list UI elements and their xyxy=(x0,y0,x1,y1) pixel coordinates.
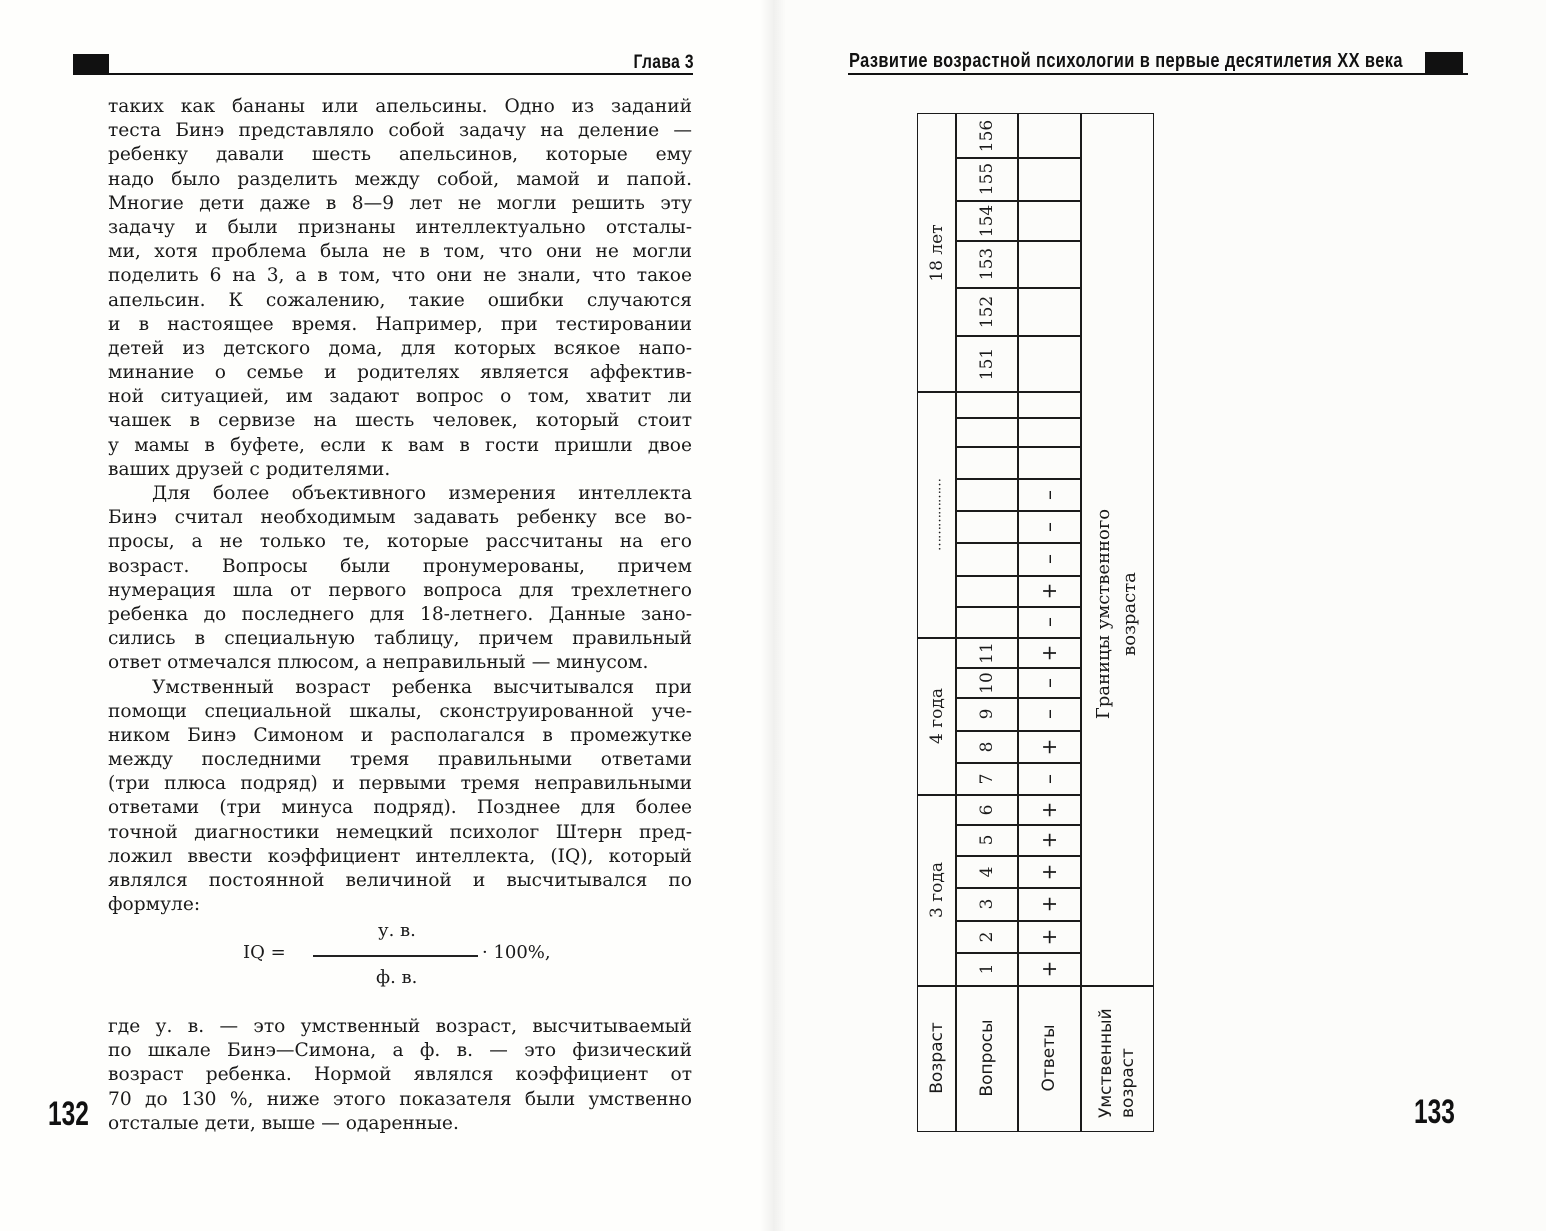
formula-multiplier: · 100%, xyxy=(482,942,551,963)
text-line: таких как бананы или апельсины. Одно из заданий xyxy=(108,96,692,117)
answer-cell-text: + xyxy=(1037,895,1062,913)
binet-scale-table xyxy=(917,113,1152,1130)
answer-cell xyxy=(1017,478,1082,512)
answer-cell xyxy=(1017,887,1082,922)
question-cell xyxy=(955,887,1019,922)
text-line: Многие дети даже в 8—9 лет не могли решить эту xyxy=(108,192,692,214)
question-cell xyxy=(955,824,1019,857)
body-text-after-formula xyxy=(108,1015,692,1136)
question-cell xyxy=(955,446,1019,480)
mental-age-bounds-cell-text: Границы умственного возраста xyxy=(1092,508,1140,720)
text-line: по шкале Бинэ—Симона, а ф. в. — это физический xyxy=(108,1040,692,1062)
question-cell-text: 9 xyxy=(976,708,997,720)
running-head-rule xyxy=(73,73,693,75)
answer-cell xyxy=(1017,446,1082,480)
question-cell xyxy=(955,637,1019,669)
text-line: возраст. Вопросы были пронумерованы, причем xyxy=(108,555,692,577)
text-line: ребенку давали шесть апельсинов, которые ему xyxy=(108,144,692,166)
answer-cell-text: – xyxy=(1037,709,1062,720)
text-line: ником Бинэ Симоном и располагался в промежутке xyxy=(108,724,692,746)
text-line: Умственный возраст ребенка высчитывался при xyxy=(152,676,692,698)
question-cell xyxy=(955,697,1019,732)
text-line: и в настоящее время. Например, при тестировании xyxy=(108,313,692,335)
book-gutter xyxy=(760,0,786,1231)
text-line: помощи специальной шкалы, сконструированной уче- xyxy=(108,700,692,722)
paragraph xyxy=(108,676,692,918)
question-cell-text: 5 xyxy=(976,834,997,846)
answer-cell-text: + xyxy=(1037,738,1062,756)
formula-numerator: у. в. xyxy=(378,920,416,941)
question-cell xyxy=(955,200,1019,242)
text-line: у мамы в буфете, если к вам в гости пришли двое xyxy=(108,434,692,456)
answer-cell-text: – xyxy=(1037,617,1062,628)
question-cell xyxy=(955,240,1019,289)
question-cell-text: 155 xyxy=(976,163,997,196)
answer-cell xyxy=(1017,637,1082,669)
question-cell xyxy=(955,510,1019,544)
formula-lhs: IQ = xyxy=(243,942,286,963)
text-line: ной ситуацией, им задают вопрос о том, хватит ли xyxy=(108,386,692,408)
answer-cell xyxy=(1017,920,1082,954)
row-label-mental-age xyxy=(1080,985,1154,1132)
body-text xyxy=(108,95,692,917)
age-group-cell xyxy=(917,637,957,796)
text-line: ми, хотя проблема была не в том, что они не могли xyxy=(108,241,692,263)
answer-cell xyxy=(1017,542,1082,577)
question-cell xyxy=(955,794,1019,826)
answer-cell xyxy=(1017,391,1082,419)
question-cell-text: 3 xyxy=(976,898,997,910)
question-cell xyxy=(955,855,1019,889)
text-line: ответ отмечался плюсом, а неправильный — минусом. xyxy=(108,652,649,674)
question-cell-text: 8 xyxy=(976,741,997,753)
text-line: точной диагностики немецкий психолог Штерн пред- xyxy=(108,821,692,843)
formula-denominator: ф. в. xyxy=(376,967,418,988)
row-label-answers xyxy=(1017,985,1082,1132)
question-cell-text: 153 xyxy=(976,248,997,281)
answer-cell-text: + xyxy=(1037,863,1062,881)
answer-cell xyxy=(1017,575,1082,608)
age-group-cell-text: ……………… xyxy=(929,478,945,551)
age-group-cell-text: 4 года xyxy=(926,688,947,745)
answer-cell-text: – xyxy=(1037,554,1062,565)
question-cell xyxy=(955,542,1019,577)
row-label-answers-text: Ответы xyxy=(1039,1024,1060,1092)
question-cell xyxy=(955,952,1019,987)
right-page xyxy=(773,0,1546,1231)
answer-cell xyxy=(1017,606,1082,639)
text-line: теста Бинэ представляло собой задачу на деление — xyxy=(108,120,692,142)
question-cell-text: 2 xyxy=(976,931,997,943)
answer-cell xyxy=(1017,667,1082,699)
answer-cell xyxy=(1017,855,1082,889)
question-cell-text: 6 xyxy=(976,804,997,816)
text-line: ложил ввести коэффициент интеллекта, (IQ), который xyxy=(108,845,692,867)
answer-cell-text: + xyxy=(1037,582,1062,600)
text-line: надо было разделить между собой, мамой и папой. xyxy=(108,168,692,190)
answer-cell-text: + xyxy=(1037,644,1062,662)
question-cell xyxy=(955,157,1019,202)
question-cell xyxy=(955,920,1019,954)
age-group-cell xyxy=(917,391,957,639)
answer-cell xyxy=(1017,762,1082,796)
running-head-marker xyxy=(1425,52,1463,74)
iq-formula xyxy=(240,915,580,995)
answer-cell xyxy=(1017,417,1082,448)
text-line: между последними тремя правильными ответами xyxy=(108,749,692,771)
answer-cell-text: – xyxy=(1037,677,1062,688)
row-label-age-text: Возраст xyxy=(926,1022,947,1095)
question-cell-text: 151 xyxy=(976,347,997,381)
text-line: где у. в. — это умственный возраст, высчитываемый xyxy=(108,1016,692,1037)
page-number: 132 xyxy=(48,1095,89,1133)
question-cell xyxy=(955,575,1019,608)
question-cell-text: 4 xyxy=(976,866,997,878)
question-cell xyxy=(955,391,1019,419)
text-line: ваших друзей с родителями. xyxy=(108,458,391,480)
page-number: 133 xyxy=(1414,1093,1455,1131)
running-head: Развитие возрастной психологии в первые десятилетия XX века xyxy=(849,50,1403,72)
text-line: отсталые дети, выше — одаренные. xyxy=(108,1112,459,1134)
question-cell xyxy=(955,730,1019,764)
question-cell-text: 1 xyxy=(976,963,997,975)
answer-cell xyxy=(1017,510,1082,544)
question-cell-text: 11 xyxy=(976,641,997,664)
text-line: детей из детского дома, для которых всякое напо- xyxy=(108,337,692,359)
question-cell xyxy=(955,478,1019,512)
question-cell-text: 154 xyxy=(976,204,997,238)
age-group-cell xyxy=(917,113,957,393)
answer-cell xyxy=(1017,824,1082,857)
age-group-cell-text: 18 лет xyxy=(926,224,947,282)
age-group-cell xyxy=(917,794,957,987)
row-label-age xyxy=(917,985,957,1132)
text-line: чашек в сервизе на шесть человек, который стоит xyxy=(108,410,692,432)
text-line: являлся постоянной величиной и высчитывался по xyxy=(108,870,692,891)
running-head-marker xyxy=(73,54,109,74)
fraction-bar xyxy=(313,955,478,957)
answer-cell xyxy=(1017,697,1082,732)
text-line: возраст ребенка. Нормой являлся коэффициент от xyxy=(108,1064,692,1086)
text-line: поделить 6 на 3, а в том, что они не знали, что такое xyxy=(108,265,692,287)
age-group-cell-text: 3 года xyxy=(926,862,947,919)
text-line: сились в специальную таблицу, причем правильный xyxy=(108,628,692,650)
paragraph xyxy=(108,95,692,482)
text-line: минание о семье и родителях является аффектив- xyxy=(108,362,692,384)
running-head-rule xyxy=(848,73,1468,75)
row-label-questions-text: Вопросы xyxy=(976,1019,997,1097)
answer-cell-text: – xyxy=(1037,489,1062,500)
question-cell-text: 10 xyxy=(976,671,997,694)
answer-cell xyxy=(1017,730,1082,764)
text-line: ответами (три минуса подряд). Позднее для более xyxy=(108,797,692,819)
answer-cell-text: + xyxy=(1037,801,1062,819)
text-line: задачу и были признаны интеллектуально отсталы- xyxy=(108,216,692,238)
question-cell-text: 7 xyxy=(976,773,997,785)
question-cell xyxy=(955,606,1019,639)
answer-cell xyxy=(1017,794,1082,826)
text-line: нумерация шла от первого вопроса для трехлетнего xyxy=(108,579,692,601)
text-line: ребенка до последнего для 18-летнего. Данные зано- xyxy=(108,603,692,625)
answer-cell xyxy=(1017,335,1082,393)
text-line: апельсин. К сожалению, такие ошибки случаются xyxy=(108,289,692,311)
question-cell xyxy=(955,335,1019,393)
text-line: просы, а не только те, которые рассчитаны на его xyxy=(108,531,692,553)
text-line: 70 до 130 %, ниже этого показателя были умственно xyxy=(108,1088,692,1110)
question-cell-text: 152 xyxy=(976,295,997,329)
question-cell xyxy=(955,762,1019,796)
question-cell xyxy=(955,287,1019,337)
question-cell xyxy=(955,113,1019,159)
answer-cell xyxy=(1017,240,1082,289)
answer-cell xyxy=(1017,952,1082,987)
paragraph xyxy=(108,482,692,676)
question-cell xyxy=(955,667,1019,699)
row-label-mental-age-text: Умственный возраст xyxy=(1095,1008,1138,1119)
text-line: Для более объективного измерения интеллекта xyxy=(152,483,692,504)
question-cell-text: 156 xyxy=(976,119,997,153)
text-line: Бинэ считал необходимым задавать ребенку все во- xyxy=(108,507,692,529)
text-line: (три плюса подряд) и первыми тремя неправильными xyxy=(108,773,692,795)
text-line: формуле: xyxy=(108,894,201,916)
answer-cell xyxy=(1017,157,1082,202)
running-head: Глава 3 xyxy=(633,52,694,73)
answer-cell-text: + xyxy=(1037,831,1062,849)
row-label-questions xyxy=(955,985,1019,1132)
mental-age-bounds-cell xyxy=(1080,113,1154,987)
question-cell xyxy=(955,417,1019,448)
answer-cell-text: + xyxy=(1037,960,1062,978)
answer-cell xyxy=(1017,287,1082,337)
answer-cell-text: – xyxy=(1037,521,1062,532)
answer-cell-text: + xyxy=(1037,928,1062,946)
answer-cell xyxy=(1017,113,1082,159)
answer-cell-text: – xyxy=(1037,773,1062,784)
answer-cell xyxy=(1017,200,1082,242)
